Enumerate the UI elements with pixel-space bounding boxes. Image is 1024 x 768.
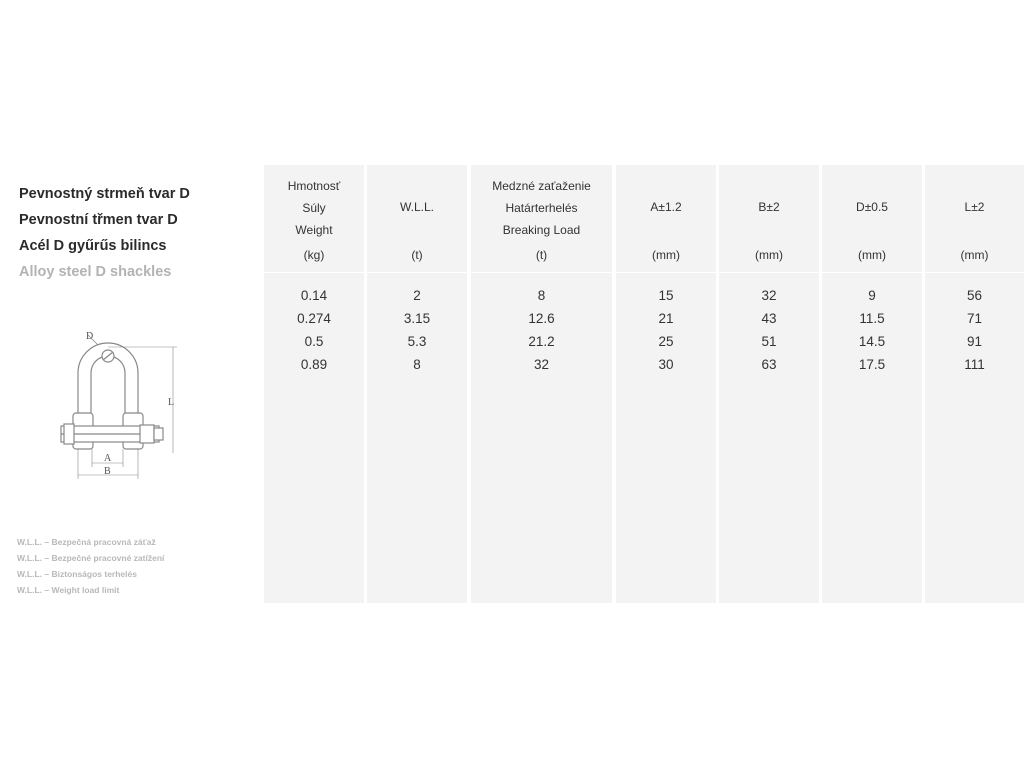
table-cell: 0.89 xyxy=(300,357,328,372)
note-english: W.L.L. – Weight load limit xyxy=(17,585,120,595)
table-cell: 111 xyxy=(964,357,985,372)
header-line: Medzné zaťaženie xyxy=(492,179,591,193)
note-czech: W.L.L. – Bezpečné pracovné zatížení xyxy=(17,553,165,563)
column-values xyxy=(367,284,467,376)
column-values xyxy=(822,284,922,376)
table-cell: 8 xyxy=(537,288,546,303)
wll-notes xyxy=(17,534,164,598)
table-cell: 9 xyxy=(868,288,876,303)
title-english: Alloy steel D shackles xyxy=(19,264,172,280)
column-unit: (mm) xyxy=(652,248,680,262)
table-cell: 17.5 xyxy=(858,357,886,372)
column-breaking-load xyxy=(471,165,612,603)
column-unit: (mm) xyxy=(960,248,989,262)
diagram-label-a: A xyxy=(104,453,112,464)
column-values xyxy=(264,284,364,376)
column-weight xyxy=(264,165,364,603)
header-line: Határterhelés xyxy=(505,201,578,215)
table-cell: 30 xyxy=(658,357,674,372)
table-cell: 32 xyxy=(761,288,777,303)
table-cell: 8 xyxy=(413,357,421,372)
table-cell: 11.5 xyxy=(859,311,885,326)
table-cell: 5.3 xyxy=(407,334,427,349)
column-values xyxy=(719,284,819,376)
diagram-label-l: L xyxy=(168,397,175,408)
title-hungarian: Acél D gyűrűs bilincs xyxy=(19,238,167,254)
shackle-diagram xyxy=(40,325,190,485)
table-cell: 43 xyxy=(761,311,777,326)
header-line: Breaking Load xyxy=(502,223,581,237)
table-cell: 71 xyxy=(966,311,983,326)
column-header: D±0.5 xyxy=(856,200,888,214)
column-unit: (mm) xyxy=(755,248,783,262)
column-values xyxy=(925,284,1024,376)
diagram-label-d: D xyxy=(86,331,94,342)
column-header xyxy=(471,175,612,241)
column-a xyxy=(616,165,716,603)
table-cell: 91 xyxy=(966,334,983,349)
table-cell: 0.5 xyxy=(304,334,324,349)
product-titles xyxy=(19,181,190,285)
table-cell: 12.6 xyxy=(528,311,555,326)
column-b xyxy=(719,165,819,603)
table-cell: 21 xyxy=(658,311,674,326)
diagram-label-b: B xyxy=(104,466,111,477)
table-cell: 0.14 xyxy=(300,288,328,303)
table-cell: 14.5 xyxy=(858,334,886,349)
table-cell: 63 xyxy=(761,357,777,372)
column-header: B±2 xyxy=(758,200,780,214)
title-czech: Pevnostní třmen tvar D xyxy=(19,212,178,228)
header-line: Weight xyxy=(295,223,333,237)
table-cell: 21.2 xyxy=(528,334,555,349)
column-d xyxy=(822,165,922,603)
table-cell: 51 xyxy=(761,334,777,349)
column-header: A±1.2 xyxy=(650,200,682,214)
table-cell: 3.15 xyxy=(403,311,431,326)
table-cell: 15 xyxy=(658,288,674,303)
table-cell: 2 xyxy=(413,288,421,303)
column-unit: (t) xyxy=(411,248,423,262)
column-header: W.L.L. xyxy=(399,200,434,214)
header-line: Hmotnosť xyxy=(287,179,341,193)
column-header: L±2 xyxy=(964,200,985,214)
table-cell: 32 xyxy=(533,357,550,372)
header-line: Súly xyxy=(302,201,326,215)
column-header xyxy=(264,175,364,241)
table-cell: 25 xyxy=(658,334,674,349)
title-slovak: Pevnostný strmeň tvar D xyxy=(19,186,190,202)
column-l xyxy=(925,165,1024,603)
column-unit: (mm) xyxy=(858,248,886,262)
table-cell: 0.274 xyxy=(297,311,331,326)
note-slovak: W.L.L. – Bezpečná pracovná záťaž xyxy=(17,537,156,547)
column-values xyxy=(471,284,612,376)
note-hungarian: W.L.L. – Biztonságos terhelés xyxy=(17,569,137,579)
column-values xyxy=(616,284,716,376)
column-wll xyxy=(367,165,467,603)
column-unit: (t) xyxy=(535,248,548,262)
table-cell: 56 xyxy=(966,288,983,303)
column-unit: (kg) xyxy=(303,248,325,262)
